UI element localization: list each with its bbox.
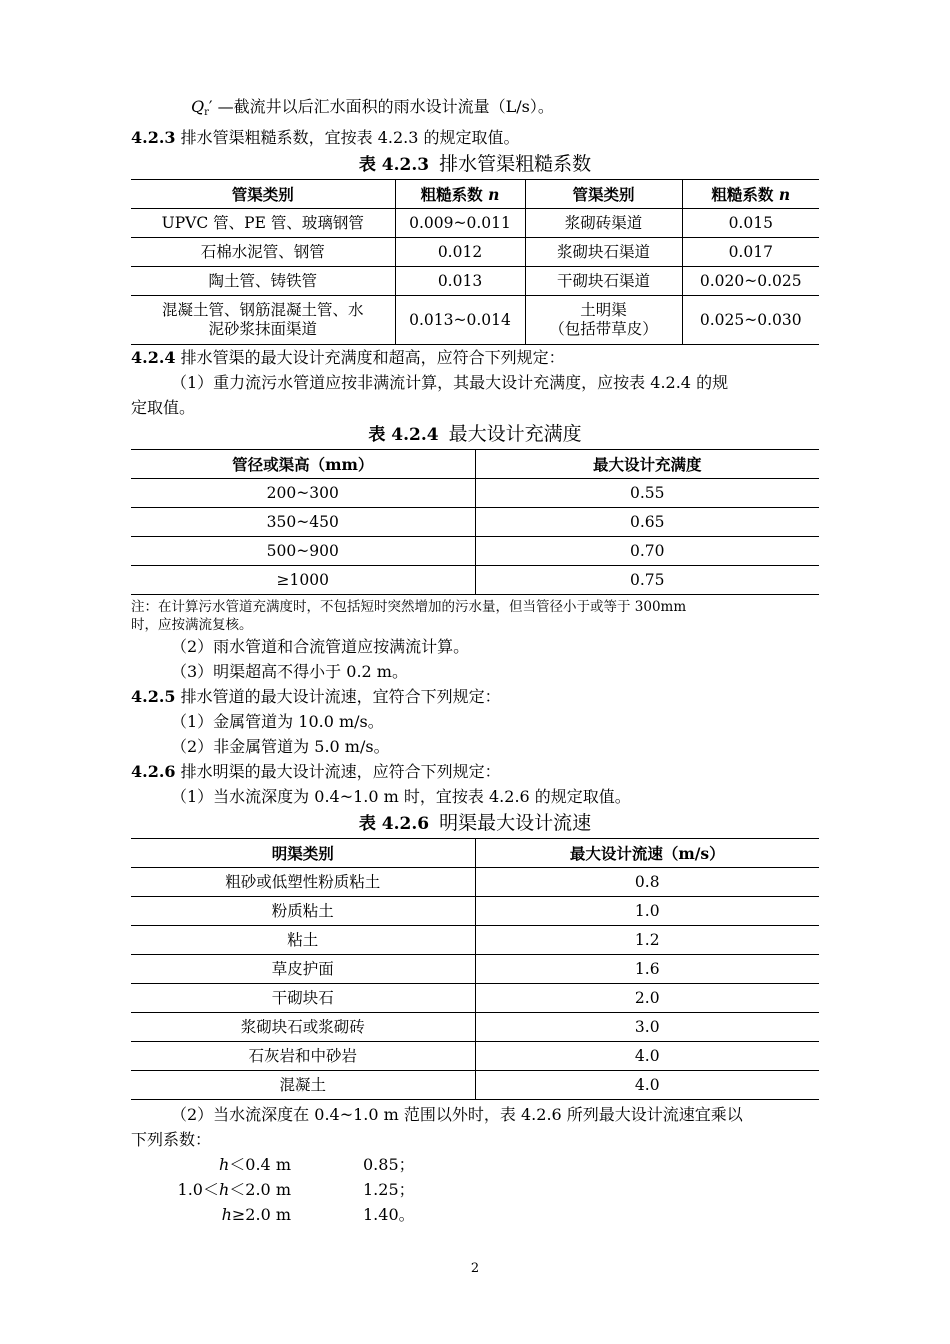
coefficient-condition: 1.0＜h＜2.0 m (177, 1180, 291, 1199)
coefficient-condition: h＜0.4 m (218, 1155, 291, 1174)
table-cell: 浆砌块石或浆砌砖 (131, 1013, 475, 1042)
section-text: 排水管渠的最大设计充满度和超高，应符合下列规定： (175, 348, 565, 367)
header-cell: 明渠类别 (131, 839, 475, 868)
table-number: 表 4.2.4 (368, 425, 439, 445)
section-number: 4.2.6 (131, 762, 176, 781)
table-caption-4-2-3 (131, 151, 819, 177)
table-cell: 0.55 (475, 479, 819, 508)
table-row (131, 984, 819, 1013)
section-text: 排水明渠的最大设计流速，应符合下列规定： (175, 762, 501, 781)
table-cell: 1.6 (475, 955, 819, 984)
table-row (131, 868, 819, 897)
table-cell: 1.2 (475, 926, 819, 955)
table-cell: 粘土 (131, 926, 475, 955)
roughness-table (131, 179, 819, 345)
table-cell: 0.013~0.014 (395, 296, 525, 345)
paragraph: （2）非金属管道为 5.0 m/s。 (171, 737, 390, 756)
header-cell: 最大设计充满度 (475, 450, 819, 479)
table-cell: 0.012 (395, 238, 525, 267)
section-4-2-3 (131, 125, 819, 150)
header-cell: 最大设计流速（m/s） (475, 839, 819, 868)
table-cell: 0.020~0.025 (682, 267, 819, 296)
fullness-table (131, 449, 819, 595)
table-row (131, 508, 819, 537)
table-row (131, 897, 819, 926)
table-cell: 200~300 (131, 479, 475, 508)
table-row (131, 209, 819, 238)
table-cell: 2.0 (475, 984, 819, 1013)
coefficient-value: 1.40。 (363, 1205, 415, 1224)
table-row (131, 267, 819, 296)
paragraph: （1）重力流污水管道应按非满流计算，其最大设计充满度，应按表 4.2.4 的规 (171, 373, 729, 392)
section-4-2-6 (131, 759, 819, 784)
table-row (131, 537, 819, 566)
table-title: 明渠最大设计流速 (439, 812, 592, 834)
table-row (131, 566, 819, 595)
table-header-row (131, 180, 819, 209)
table-caption-4-2-6 (131, 810, 819, 836)
table-row (131, 1013, 819, 1042)
table-cell: 500~900 (131, 537, 475, 566)
section-text: 排水管道的最大设计流速，宜符合下列规定： (175, 687, 501, 706)
table-cell: 0.025~0.030 (682, 296, 819, 345)
paragraph: （3）明渠超高不得小于 0.2 m。 (171, 662, 408, 681)
symbol-sub: r (204, 107, 209, 118)
section-number: 4.2.3 (131, 128, 176, 147)
table-cell: 0.009~0.011 (395, 209, 525, 238)
section-4-2-5 (131, 684, 819, 709)
table-row (131, 926, 819, 955)
table-cell: ≥1000 (131, 566, 475, 595)
header-cell: 粗糙系数 n (682, 180, 819, 209)
table-caption-4-2-4 (131, 421, 819, 447)
table-cell: 粗砂或低塑性粉质粘土 (131, 868, 475, 897)
table-cell: 陶土管、铸铁管 (131, 267, 395, 296)
table-cell: 0.8 (475, 868, 819, 897)
intro-line (131, 94, 819, 125)
table-cell: 0.70 (475, 537, 819, 566)
table-cell: 粉质粘土 (131, 897, 475, 926)
table-row (131, 955, 819, 984)
table-cell: 浆砌砖渠道 (525, 209, 682, 238)
coefficient-row (131, 1152, 819, 1177)
header-cell: 粗糙系数 n (395, 180, 525, 209)
table-header-row (131, 839, 819, 868)
paragraph: （1）金属管道为 10.0 m/s。 (171, 712, 384, 731)
table-cell: 浆砌块石渠道 (525, 238, 682, 267)
table-number: 表 4.2.6 (358, 814, 430, 834)
table-cell: 4.0 (475, 1042, 819, 1071)
table-row (131, 238, 819, 267)
coefficient-condition: h≥2.0 m (221, 1205, 291, 1224)
table-title: 最大设计充满度 (448, 423, 582, 445)
symbol-prime: ′ (208, 97, 213, 116)
table-number: 表 4.2.3 (358, 155, 430, 175)
coefficient-row (131, 1177, 819, 1202)
coefficient-row (131, 1202, 819, 1227)
paragraph: （1）当水流深度为 0.4~1.0 m 时，宜按表 4.2.6 的规定取值。 (171, 787, 631, 806)
table-note: 时，应按满流复核。 (131, 617, 253, 633)
page-number: 2 (470, 1261, 480, 1276)
coefficient-value: 1.25； (363, 1180, 415, 1199)
table-cell: 0.75 (475, 566, 819, 595)
table-cell: 草皮护面 (131, 955, 475, 984)
table-cell: 4.0 (475, 1071, 819, 1100)
table-cell: 土明渠 （包括带草皮） (525, 296, 682, 345)
table-cell: 石棉水泥管、钢管 (131, 238, 395, 267)
table-title: 排水管渠粗糙系数 (439, 153, 592, 175)
header-cell: 管渠类别 (131, 180, 395, 209)
table-cell: 干砌块石渠道 (525, 267, 682, 296)
table-row (131, 479, 819, 508)
section-4-2-4 (131, 345, 819, 370)
table-row (131, 296, 819, 345)
table-cell: 1.0 (475, 897, 819, 926)
header-cell: 管径或渠高（mm） (131, 450, 475, 479)
table-cell: 干砌块石 (131, 984, 475, 1013)
table-cell: 石灰岩和中砂岩 (131, 1042, 475, 1071)
table-header-row (131, 450, 819, 479)
table-note: 注：在计算污水管道充满度时，不包括短时突然增加的污水量，但当管径小于或等于 300mm (131, 599, 687, 615)
table-row (131, 1042, 819, 1071)
section-text: 排水管渠粗糙系数，宜按表 4.2.3 的规定取值。 (175, 128, 520, 147)
paragraph: （2）雨水管道和合流管道应按满流计算。 (171, 637, 470, 656)
paragraph: 定取值。 (131, 398, 196, 417)
table-cell: 0.015 (682, 209, 819, 238)
header-cell: 管渠类别 (525, 180, 682, 209)
section-number: 4.2.4 (131, 348, 176, 367)
table-cell: 混凝土 (131, 1071, 475, 1100)
table-row (131, 1071, 819, 1100)
table-cell: 0.65 (475, 508, 819, 537)
table-cell: 混凝土管、钢筋混凝土管、水 泥砂浆抹面渠道 (131, 296, 395, 345)
section-number: 4.2.5 (131, 687, 176, 706)
symbol-q: Q (191, 97, 205, 116)
intro-text: —截流井以后汇水面积的雨水设计流量（L/s）。 (212, 97, 554, 116)
coefficient-value: 0.85； (363, 1155, 415, 1174)
table-cell: 0.017 (682, 238, 819, 267)
table-cell: 350~450 (131, 508, 475, 537)
table-cell: UPVC 管、PE 管、玻璃钢管 (131, 209, 395, 238)
paragraph: 下列系数： (131, 1130, 212, 1149)
paragraph: （2）当水流深度在 0.4~1.0 m 范围以外时，表 4.2.6 所列最大设计流速宜乘以 (171, 1105, 743, 1124)
table-cell: 3.0 (475, 1013, 819, 1042)
velocity-table (131, 838, 819, 1100)
table-cell: 0.013 (395, 267, 525, 296)
